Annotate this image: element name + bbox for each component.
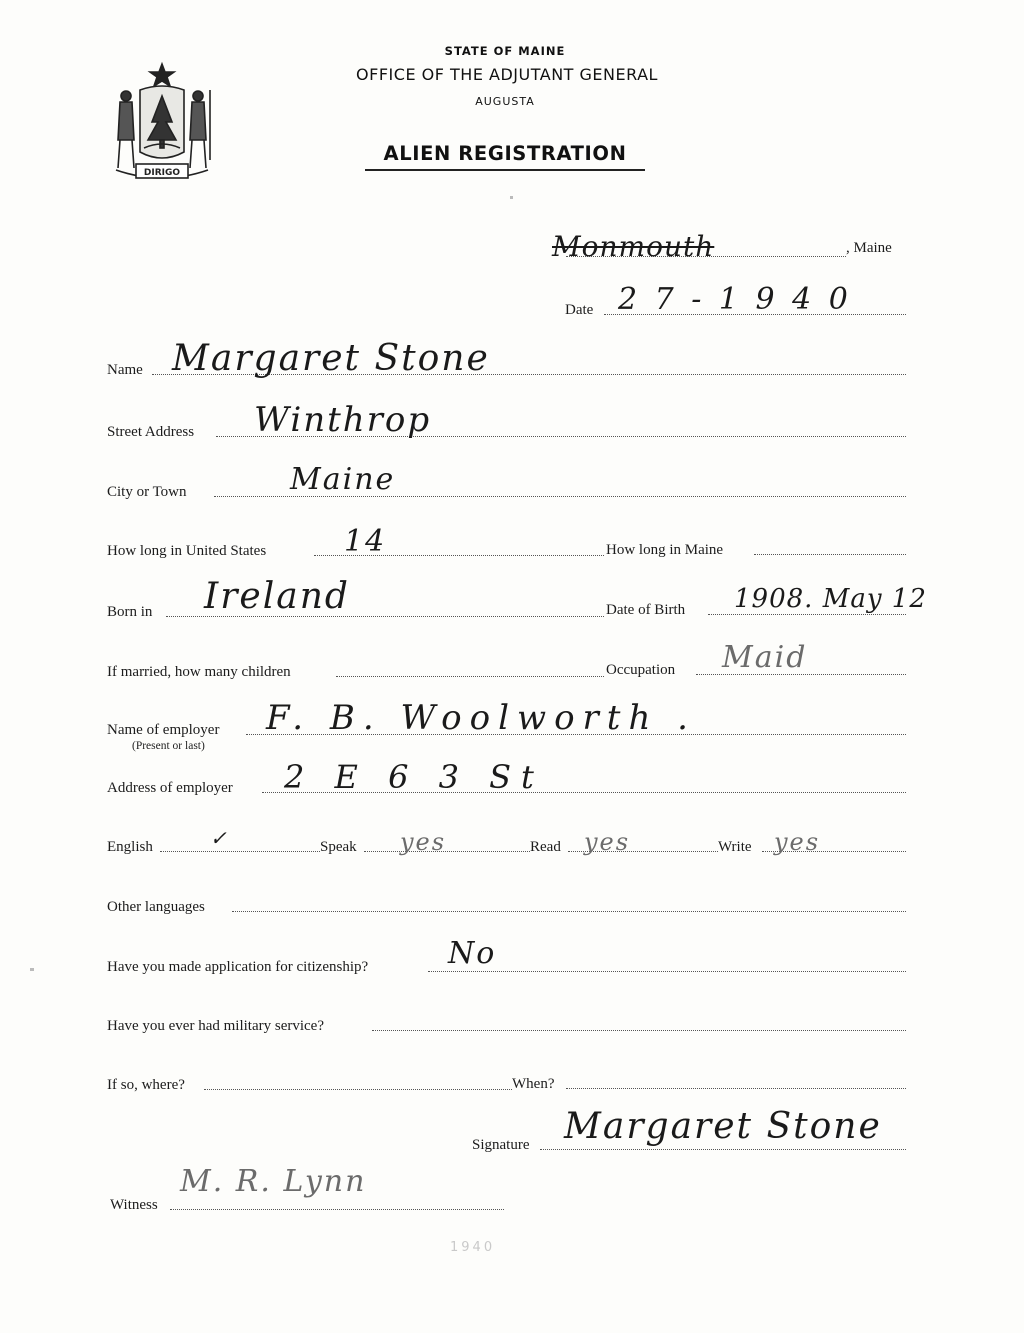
city-label: City or Town — [107, 484, 187, 500]
dob-field-line — [708, 614, 906, 615]
citizenship-field-line — [428, 971, 906, 972]
speak-value[interactable]: yes — [400, 828, 447, 856]
years-us-value[interactable]: 14 — [344, 524, 387, 559]
years-us-label: How long in United States — [107, 543, 267, 559]
write-label: Write — [718, 839, 752, 855]
town-suffix: , Maine — [846, 240, 892, 256]
dob-label: Date of Birth — [606, 602, 686, 618]
office-heading: OFFICE OF THE ADJUTANT GENERAL — [356, 65, 658, 84]
write-value[interactable]: yes — [774, 828, 821, 856]
children-label: If married, how many children — [107, 664, 291, 680]
read-value[interactable]: yes — [584, 828, 631, 856]
signature-field-line — [540, 1149, 906, 1150]
where-field-line — [204, 1089, 512, 1090]
seal-motto: DIRIGO — [143, 168, 181, 178]
when-label: When? — [512, 1076, 555, 1092]
witness-value[interactable]: M. R. Lynn — [180, 1164, 367, 1199]
years-maine-label: How long in Maine — [606, 542, 724, 558]
other-languages-label: Other languages — [107, 899, 205, 915]
scan-speck — [510, 196, 513, 199]
occupation-label: Occupation — [606, 662, 676, 678]
employer-address-label: Address of employer — [107, 780, 233, 796]
employer-address-value[interactable]: 2 E 6 3 St — [284, 758, 544, 796]
date-value[interactable]: 2 7 - 1 9 4 0 — [618, 282, 852, 317]
english-label: English — [107, 839, 153, 855]
witness-field-line — [170, 1209, 504, 1210]
other-languages-field-line — [232, 911, 906, 912]
city-value[interactable]: Maine — [290, 462, 396, 497]
dob-value[interactable]: 1908. May 12 — [734, 584, 927, 614]
town-value[interactable]: Monmouth — [552, 230, 715, 263]
name-value[interactable]: Margaret Stone — [172, 338, 490, 379]
scan-speck — [30, 968, 34, 971]
english-field-line — [160, 851, 320, 852]
witness-label: Witness — [110, 1197, 158, 1213]
citizenship-value[interactable]: No — [448, 936, 497, 971]
employer-label: Name of employer — [107, 722, 220, 738]
where-label: If so, where? — [107, 1077, 185, 1093]
city-heading: AUGUSTA — [475, 95, 535, 108]
children-field-line — [336, 676, 604, 677]
citizenship-label: Have you made application for citizenship? — [107, 959, 369, 975]
state-seal-of-maine-icon — [106, 60, 218, 185]
title-underline — [365, 169, 645, 171]
speak-field-line — [364, 851, 530, 852]
speak-label: Speak — [320, 839, 357, 855]
street-label: Street Address — [107, 424, 195, 440]
military-field-line — [372, 1030, 906, 1031]
received-stamp: 1940 — [450, 1240, 496, 1255]
street-value[interactable]: Winthrop — [254, 400, 432, 440]
born-in-label: Born in — [107, 604, 153, 620]
state-heading: STATE OF MAINE — [444, 44, 566, 58]
born-in-value[interactable]: Ireland — [204, 576, 350, 617]
years-maine-field-line — [754, 554, 906, 555]
name-label: Name — [107, 362, 143, 378]
military-label: Have you ever had military service? — [107, 1018, 324, 1034]
date-label: Date — [565, 302, 594, 318]
employer-value[interactable]: F. B. Woolworth . — [266, 698, 696, 738]
employer-sublabel: (Present or last) — [132, 740, 205, 752]
when-field-line — [566, 1088, 906, 1089]
signature-value[interactable]: Margaret Stone — [564, 1106, 882, 1147]
signature-label: Signature — [472, 1137, 530, 1153]
english-value[interactable]: ✓ — [210, 826, 229, 850]
read-label: Read — [530, 839, 561, 855]
occupation-value[interactable]: Maid — [722, 640, 808, 675]
form-title: ALIEN REGISTRATION — [383, 142, 627, 165]
